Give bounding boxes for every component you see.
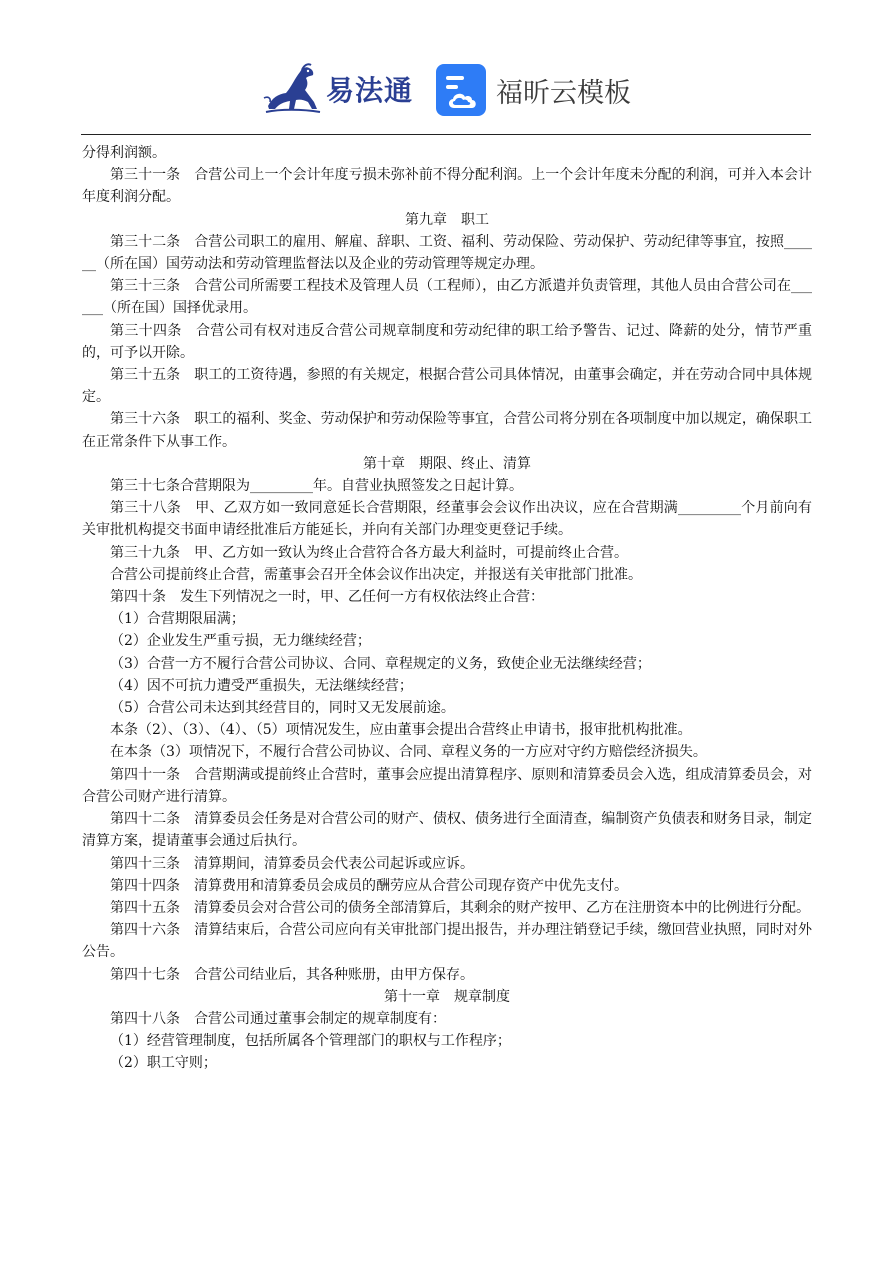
list-item: （5）合营公司未达到其经营目的，同时又无发展前途。 [110,700,455,717]
paragraph: 第三十五条 职工的工资待遇，参照的有关规定，根据合营公司具体情况，由董事会确定，并在劳动合同中具体规定。 [82,367,812,406]
paragraph: 第四十七条 合营公司结业后，其各种账册，由甲方保存。 [110,966,474,983]
paragraph: 第四十一条 合营期满或提前终止合营时，董事会应提出清算程序、原则和清算委员会入选，组成清算委员会，对合营公司财产进行清算。 [82,766,812,805]
paragraph: 在本条（3）项情况下，不履行合营公司协议、合同、章程义务的一方应对守约方赔偿经济损失。 [110,744,707,761]
paragraph: 第四十五条 清算委员会对合营公司的债务全部清算后，其剩余的财产按甲、乙方在注册资本中的比例进行分配。 [110,899,810,916]
paragraph: 第三十三条 合营公司所需要工程技术及管理人员（工程师），由乙方派遣并负责管理，其他人员由合营公司在______（所在国）国择优录用。 [82,278,812,317]
list-item: （1）经营管理制度，包括所属各个管理部门的职权与工作程序； [110,1033,511,1050]
paragraph: 第三十九条 甲、乙方如一致认为终止合营符合各方最大利益时，可提前终止合营。 [110,544,628,561]
header-divider [81,134,811,135]
paragraph: 第四十八条 合营公司通过董事会制定的规章制度有： [110,1010,446,1027]
paragraph: 第四十三条 清算期间，清算委员会代表公司起诉或应诉。 [110,855,474,872]
paragraph: 第四十四条 清算费用和清算委员会成员的酬劳应从合营公司现存资产中优先支付。 [110,877,628,894]
horse-logo-icon [262,62,324,116]
list-item: （3）合营一方不履行合营公司协议、合同、章程规定的义务，致使企业无法继续经营； [110,655,651,672]
paragraph: 合营公司提前终止合营，需董事会召开全体会议作出决定，并报送有关审批部门批准。 [110,566,642,583]
paragraph: 第三十七条合营期限为_________年。自营业执照签发之日起计算。 [110,478,523,495]
yifatong-logo-text: 易法通 [326,74,414,107]
paragraph: 第三十四条 合营公司有权对违反合营公司规章制度和劳动纪律的职工给予警告、记过、降薪的处分，情节严重的，可予以开除。 [82,322,812,361]
yifatong-logo [262,62,422,116]
page-header [0,0,893,136]
paragraph: 第三十二条 合营公司职工的雇用、解雇、辞职、工资、福利、劳动保险、劳动保护、劳动纪律等事宜，按照______（所在国）国劳动法和劳动管理监督法以及企业的劳动管理等规定办理。 [82,233,812,273]
paragraph: 第三十六条 职工的福利、奖金、劳动保护和劳动保险等事宜，合营公司将分别在各项制度中加以规定，确保职工在正常条件下从事工作。 [82,411,812,450]
list-item: （4）因不可抗力遭受严重损失，无法继续经营； [110,677,413,694]
paragraph: 分得利润额。 [82,145,166,161]
document-cloud-icon [436,64,486,116]
paragraph: 第四十条 发生下列情况之一时，甲、乙任何一方有权依法终止合营： [110,589,544,606]
list-item: （2）企业发生严重亏损，无力继续经营； [110,633,371,650]
chapter-heading: 第十一章 规章制度 [384,988,510,1005]
chapter-heading: 第十章 期限、终止、清算 [363,455,531,472]
chapter-heading: 第九章 职工 [405,211,489,228]
list-item: （2）职工守则； [110,1055,217,1072]
fuxin-logo [436,64,631,116]
list-item: （1）合营期限届满； [110,611,245,628]
paragraph: 第四十二条 清算委员会任务是对合营公司的财产、债权、债务进行全面清查，编制资产负债表和财务目录，制定清算方案，提请董事会通过后执行。 [82,811,812,850]
paragraph: 本条（2）、（3）、（4）、（5）项情况发生，应由董事会提出合营终止申请书，报审批机构批准。 [110,722,692,739]
paragraph: 第三十八条 甲、乙双方如一致同意延长合营期限，经董事会会议作出决议，应在合营期满_________个月前向有关审批机构提交书面申请经批准后方能延长，并向有关部门办理变更登记手续。 [82,500,812,539]
fuxin-logo-text: 福昕云模板 [496,77,631,109]
paragraph: 第三十一条 合营公司上一个会计年度亏损未弥补前不得分配利润。上一个会计年度未分配的利润，可并入本会计年度利润分配。 [82,167,812,206]
document-body [82,142,812,1075]
paragraph: 第四十六条 清算结束后，合营公司应向有关审批部门提出报告，并办理注销登记手续，缴回营业执照，同时对外公告。 [82,922,812,961]
